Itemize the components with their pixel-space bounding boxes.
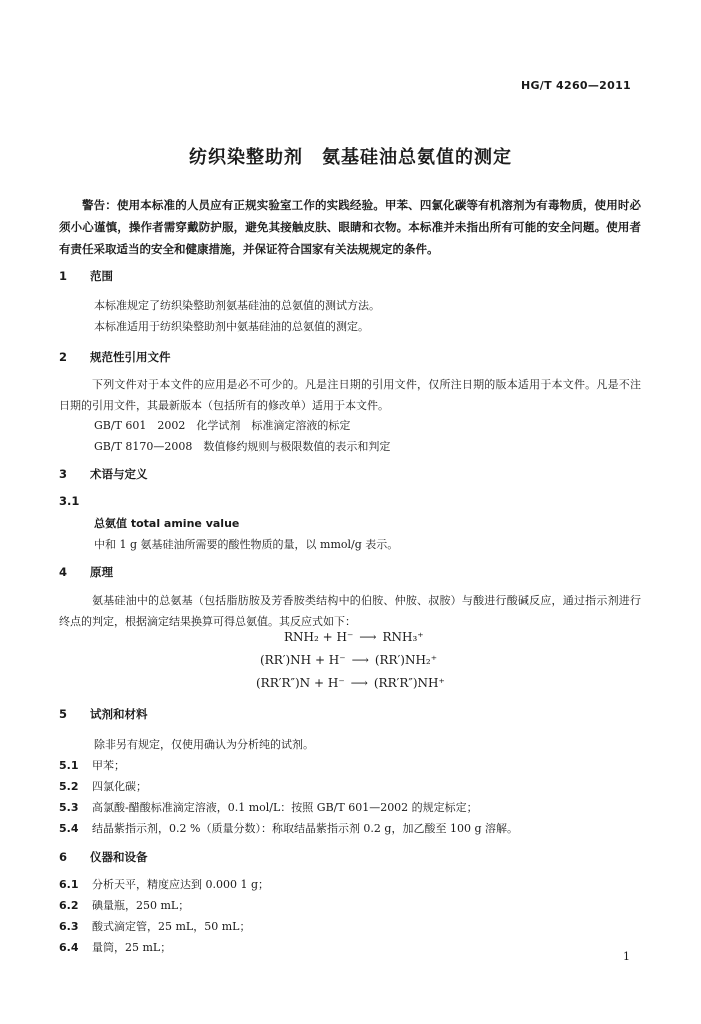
equation-rhs: RNH₃⁺: [382, 630, 424, 644]
item-text: 结晶紫指示剂，0.2 %（质量分数）：称取结晶紫指示剂 0.2 g，加乙酸至 100 g 溶解。: [92, 822, 518, 835]
section-title: 范围: [90, 269, 113, 283]
section-title: 试剂和材料: [90, 707, 148, 721]
item-text: 碘量瓶，250 mL；: [92, 899, 190, 912]
list-item: [59, 820, 518, 836]
item-number: 6.4: [59, 941, 79, 954]
item-text: 四氯化碳；: [92, 780, 147, 793]
section-number: 2: [59, 350, 68, 364]
equation-lhs: (RR′R″)N + H⁻: [256, 676, 345, 690]
section-number: 3: [59, 467, 68, 481]
item-number: 5.2: [59, 780, 79, 793]
list-item: [59, 876, 269, 892]
section-number: 6: [59, 850, 68, 864]
document-title: 纺织染整助剂 氨基硅油总氨值的测定: [189, 147, 512, 168]
scope-line-2: 本标准适用于纺织染整助剂中氨基硅油的总氨值的测定。: [94, 320, 369, 333]
section-3-heading: [59, 466, 148, 482]
term-total-amine-value: 总氨值 total amine value: [94, 517, 240, 530]
equation-rhs: (RR′)NH₂⁺: [374, 653, 438, 667]
arrow-icon: ⟶: [350, 676, 368, 690]
item-text: 分析天平，精度应达到 0.000 1 g；: [92, 878, 270, 891]
reaction-equation-2: [260, 653, 437, 667]
item-text: 甲苯；: [92, 759, 125, 772]
list-item: [59, 939, 171, 955]
scope-line-1: 本标准规定了纺织染整助剂氨基硅油的总氨值的测试方法。: [94, 299, 380, 312]
list-item: [59, 778, 147, 794]
reagents-intro: 除非另有规定，仅使用确认为分析纯的试剂。: [94, 738, 314, 751]
item-text: 量筒，25 mL；: [92, 941, 172, 954]
equation-rhs: (RR′R″)NH⁺: [373, 676, 445, 690]
section-2-heading: [59, 349, 171, 365]
section-number: 1: [59, 269, 68, 283]
item-number: 5.1: [59, 759, 79, 772]
section-title: 原理: [90, 565, 113, 579]
item-text: 高氯酸-醋酸标准滴定溶液，0.1 mol/L：按照 GB/T 601—2002 的规定标定；: [92, 801, 478, 814]
list-item: [59, 799, 478, 815]
section-6-heading: [59, 849, 148, 865]
arrow-icon: ⟶: [351, 653, 369, 667]
section-title: 仪器和设备: [90, 850, 148, 864]
section-5-heading: [59, 706, 148, 722]
page-number: 1: [623, 950, 630, 963]
item-number: 6.2: [59, 899, 79, 912]
list-item: [59, 897, 189, 913]
principle-paragraph: 氨基硅油中的总氨基（包括脂肪胺及芳香胺类结构中的伯胺、仲胺、叔胺）与酸进行酸碱反应，通过指示剂进行终点的判定，根据滴定结果换算可得总氨值。其反应式如下：: [59, 594, 641, 628]
equation-lhs: RNH₂ + H⁻: [284, 630, 354, 644]
section-title: 术语与定义: [90, 467, 148, 481]
equation-lhs: (RR′)NH + H⁻: [260, 653, 346, 667]
section-number: 5: [59, 707, 68, 721]
item-text: 酸式滴定管，25 mL，50 mL；: [92, 920, 251, 933]
list-item: [59, 757, 125, 773]
reaction-equation-1: [284, 630, 424, 644]
arrow-icon: ⟶: [359, 630, 377, 644]
subsection-3-1-number: 3.1: [59, 494, 80, 508]
reference-item: GB/T 601 2002 化学试剂 标准滴定溶液的标定: [94, 419, 351, 432]
section-title: 规范性引用文件: [90, 350, 171, 364]
item-number: 6.1: [59, 878, 79, 891]
item-number: 6.3: [59, 920, 79, 933]
section-4-heading: [59, 564, 113, 580]
list-item: [59, 918, 250, 934]
section-number: 4: [59, 565, 68, 579]
section-1-heading: [59, 268, 113, 284]
term-definition: 中和 1 g 氨基硅油所需要的酸性物质的量，以 mmol/g 表示。: [94, 538, 399, 551]
normative-references-paragraph: 下列文件对于本文件的应用是必不可少的。凡是注日期的引用文件，仅所注日期的版本适用于本文件。凡是不注日期的引用文件，其最新版本（包括所有的修改单）适用于本文件。: [59, 378, 641, 412]
item-number: 5.4: [59, 822, 79, 835]
reaction-equation-3: [256, 676, 445, 690]
reference-item: GB/T 8170—2008 数值修约规则与极限数值的表示和判定: [94, 440, 391, 453]
warning-paragraph: 警告：使用本标准的人员应有正规实验室工作的实践经验。甲苯、四氯化碳等有机溶剂为有毒物质，使用时必须小心谨慎，操作者需穿戴防护服，避免其接触皮肤、眼睛和衣物。本标准并未指出所有可能的安全问题。使用者有责任采取适当的安全和健康措施，并保证符合国家有关法规规定的条件。: [59, 198, 641, 256]
standard-code: HG/T 4260—2011: [520, 79, 631, 92]
item-number: 5.3: [59, 801, 79, 814]
